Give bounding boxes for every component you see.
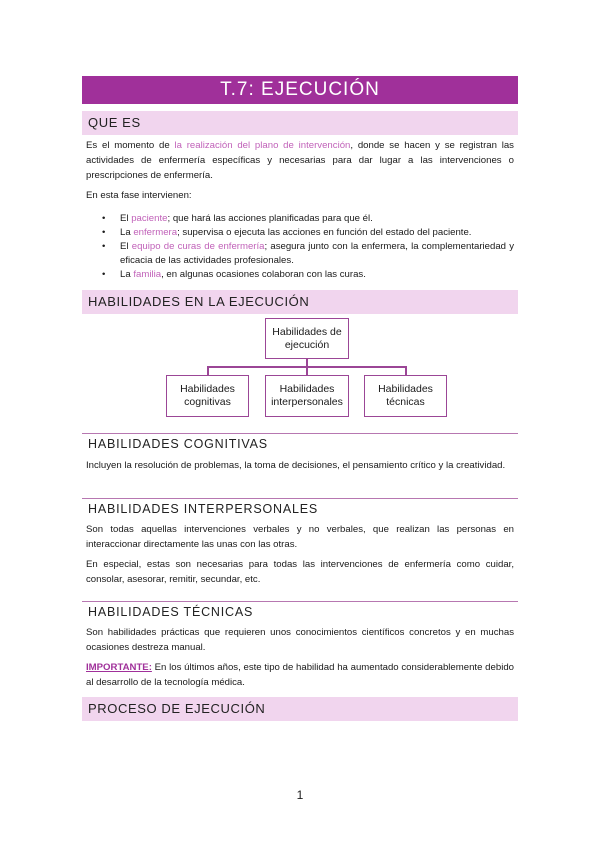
importante-label: IMPORTANTE: [86,662,152,673]
bullet-text: ; supervisa o ejecuta las acciones en función del estado del paciente. [177,227,472,238]
diagram-root-node: Habilidades de ejecución [265,318,349,359]
bullet-icon: • [102,241,106,252]
interpersonales-paragraph-2: En especial, estas son necesarias para todas las intervenciones de enfermería como cuidar, consolar, asesorar, remitir, secundar, etc. [86,559,514,585]
list-item [86,240,514,268]
bullet-text: La [120,269,134,280]
bullet-highlight: enfermera [133,227,178,238]
que-es-highlight: la realización del plano de intervención [174,140,351,151]
list-item [86,212,514,226]
diagram-node-interpersonales: Habilidades interpersonales [265,375,349,417]
interpersonales-paragraph-1: Son todas aquellas intervenciones verbales y no verbales, que realizan las personas en interaccionar directamente las unas con las otras. [86,524,514,550]
bullet-text: El [120,241,132,252]
intervienen-list [86,212,514,282]
bullet-icon: • [102,213,106,224]
section-heading-interpersonales: HABILIDADES INTERPERSONALES [82,498,518,518]
bullet-highlight: equipo de curas de enfermería [131,241,265,252]
bullet-text: La [120,227,134,238]
page-title: T.7: EJECUCIÓN [82,76,518,104]
list-item [86,268,514,282]
section-heading-que-es: QUE ES [82,111,518,135]
bullet-highlight: paciente [131,213,168,224]
bullet-text: , en algunas ocasiones colaboran con las curas. [161,269,366,280]
section-heading-cognitivas: HABILIDADES COGNITIVAS [82,433,518,453]
importante-text: En los últimos años, este tipo de habilidad ha aumentado considerablemente debido al desarrollo de la tecnología médica. [86,662,514,688]
que-es-text-b: , donde se hacen y se registran las actividades de enfermería específicas y necesarias para dar lugar a las intervenciones o prescripciones de enfermería. [86,140,514,181]
bullet-text: El [120,213,132,224]
diagram-node-tecnicas: Habilidades técnicas [364,375,447,417]
bullet-icon: • [102,227,106,238]
list-item [86,226,514,240]
diagram-node-cognitivas: Habilidades cognitivas [166,375,249,417]
section-heading-habilidades: HABILIDADES EN LA EJECUCIÓN [82,290,518,314]
section-heading-tecnicas: HABILIDADES TÉCNICAS [82,601,518,621]
section-heading-proceso: PROCESO DE EJECUCIÓN [82,697,518,721]
page-number: 1 [296,788,304,802]
bullet-highlight: familia [133,269,162,280]
intervienen-paragraph: En esta fase intervienen: [86,190,192,201]
tecnicas-paragraph: Son habilidades prácticas que requieren unos conocimientos científicos concretos y en muchas ocasiones destreza manual. [86,627,514,653]
bullet-icon: • [102,269,106,280]
bullet-text: ; asegura junto con la enfermera, la complementariedad y eficacia de las actividades profesionales. [120,241,515,266]
cognitivas-paragraph: Incluyen la resolución de problemas, la toma de decisiones, el pensamiento crítico y la creatividad. [86,460,506,471]
bullet-text: ; que hará las acciones planificadas para que él. [167,213,373,224]
importante-note [86,660,514,690]
que-es-text-a: Es el momento de [86,140,175,151]
que-es-paragraph [86,138,514,183]
